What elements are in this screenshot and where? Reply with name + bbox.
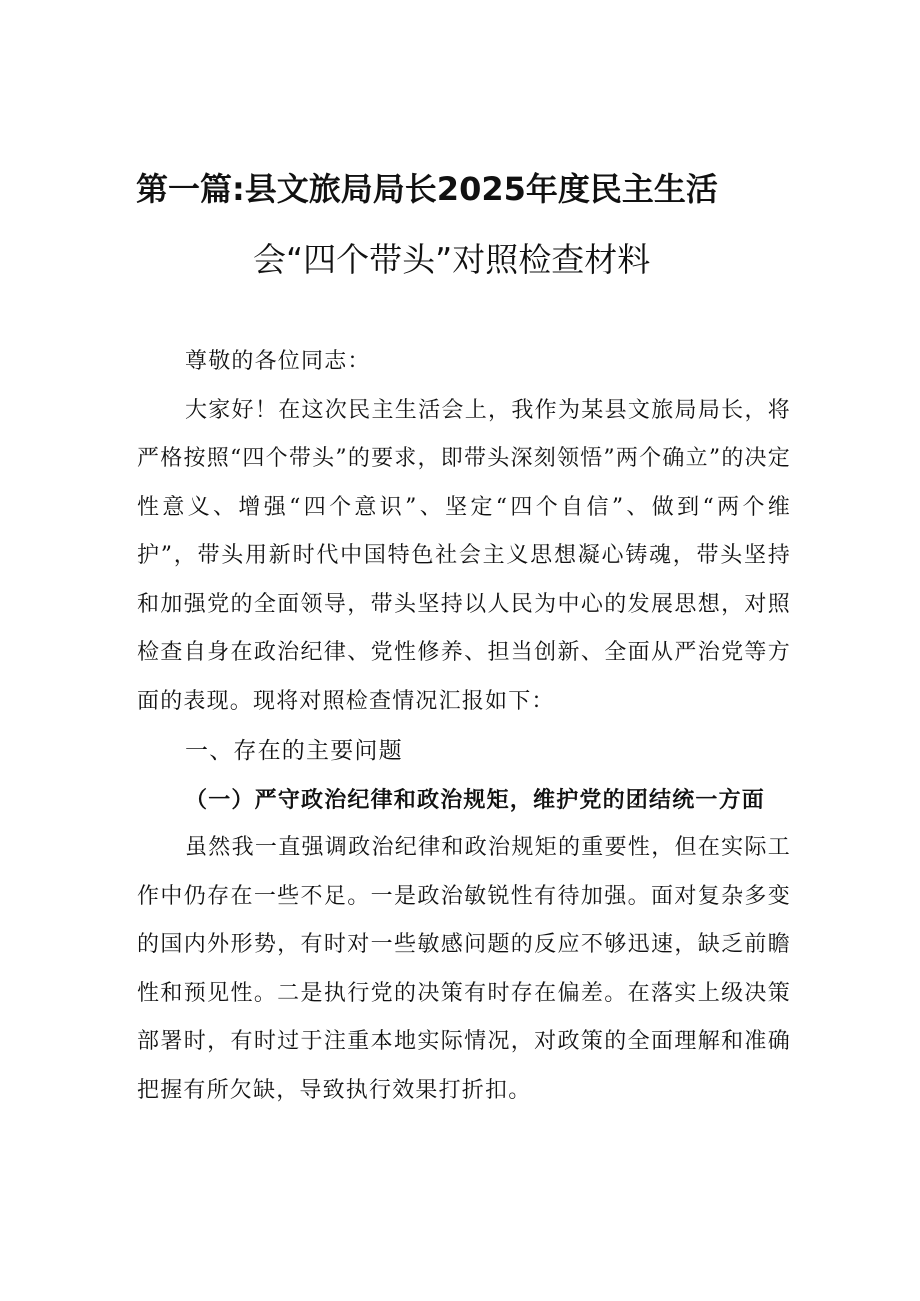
section-heading-1: 一、存在的主要问题 bbox=[185, 738, 403, 764]
subsection-1-paragraph: 虽然我一直强调政治纪律和政治规矩的重要性，但在实际工作中仍存在一些不足。一是政治敏锐性有待加强。面对复杂多变的国内外形势，有时对一些敏感问题的反应不够迅速，缺乏前瞻性和预见性。二是执行党的决策有时存在偏差。在落实上级决策部署时，有时过于注重本地实际情况，对政策的全面理解和准确把握有所欠缺，导致执行效果打折扣。 bbox=[137, 835, 791, 1103]
document-title-line2: 会“四个带头”对照检查材料 bbox=[253, 240, 651, 279]
salutation: 尊敬的各位同志： bbox=[185, 349, 371, 374]
subsection-heading-1: （一）严守政治纪律和政治规矩，维护党的团结统一方面 bbox=[185, 787, 766, 813]
document-body bbox=[137, 338, 791, 1115]
intro-paragraph: 大家好！在这次民主生活会上，我作为某县文旅局局长，将严格按照“四个带头”的要求，即带头深刻领悟”两个确立”的决定性意义、增强“四个意识”、坚定“四个自信”、做到“两个维护”，带头用新时代中国特色社会主义思想凝心铸魂，带头坚持和加强党的全面领导，带头坚持以人民为中心的发展思想，对照检查自身在政治纪律、党性修养、担当创新、全面从严治党等方面的表现。现将对照检查情况汇报如下： bbox=[137, 397, 791, 714]
document-title-line1: 第一篇:县文旅局局长2025年度民主生活 bbox=[136, 170, 718, 208]
